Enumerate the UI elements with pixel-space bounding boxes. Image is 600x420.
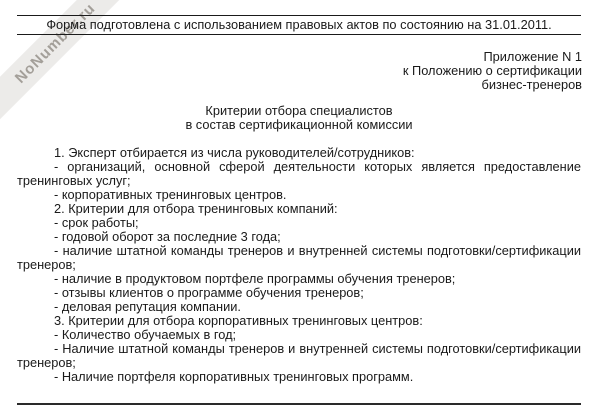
header-note-text: Форма подготовлена с использованием правовых актов по состоянию на 31.01.2011. [46,17,552,32]
paragraph: - корпоративных тренинговых центров. [54,187,287,202]
paragraph: - Наличие портфеля корпоративных тренинговых программ. [54,369,414,384]
bottom-divider [17,403,581,405]
paragraph: - годовой оборот за последние 3 года; [54,229,281,244]
document-title-line: в состав сертификационной комиссии [185,117,413,132]
paragraph: 2. Критерии для отбора тренинговых компаний: [54,201,338,216]
document-body [17,146,581,384]
document-title-line: Критерии отбора специалистов [205,103,393,118]
paragraph: 1. Эксперт отбирается из числа руководителей/сотрудников: [54,145,415,160]
paragraph: - наличие в продуктовом портфеле программы обучения тренеров; [54,271,456,286]
document-title [17,104,581,132]
paragraph: - отзывы клиентов о программе обучения тренеров; [54,285,364,300]
watermark-text: NoNumber.ru [11,0,99,87]
paragraph: - Наличие штатной команды тренеров и внутренней системы подготовки/сертификации тренеров; [17,341,581,370]
appendix-line: бизнес-тренеров [481,77,582,92]
appendix-block [403,50,582,92]
appendix-line: к Положению о сертификации [402,63,582,78]
paragraph: - наличие штатной команды тренеров и внутренней системы подготовки/сертификации тренеров; [17,243,581,272]
paragraph: - срок работы; [54,215,139,230]
paragraph: 3. Критерии для отбора корпоративных тренинговых центров: [54,313,423,328]
paragraph: - организаций, основной сферой деятельности которых является предоставление тренинговых услуг; [17,159,581,188]
appendix-line: Приложение N 1 [483,49,582,64]
paragraph: - деловая репутация компании. [54,299,241,314]
paragraph: - Количество обучаемых в год; [54,327,237,342]
header-note [17,15,581,35]
